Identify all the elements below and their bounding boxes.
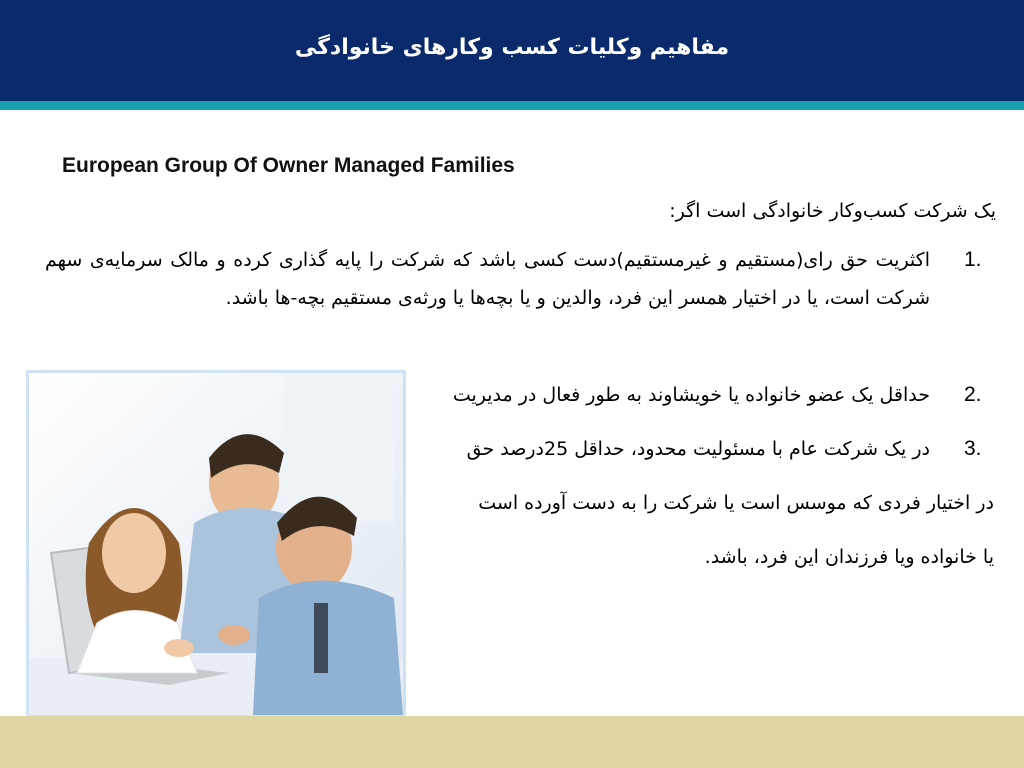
list-item-text: اکثریت حق رای(مستقیم و غیرمستقیم)دست کسی باشد که شرکت را پایه گذاری کرده و مالک سرمایه‌ی سهم شرکت است، یا در اختیار همسر این فرد، والدین و یا بچه‌ها یا ورثه‌ی مستقیم بچه-ها باشد. <box>45 249 930 309</box>
list-item-number: 2. <box>964 383 982 406</box>
list-item-number: 1. <box>964 248 982 271</box>
people-at-laptop-photo <box>26 370 406 718</box>
subtitle: European Group Of Owner Managed Families <box>62 154 515 177</box>
footer-bar <box>0 716 1024 768</box>
continuation-line: در اختیار فردی که موسس است یا شرکت را به دست آورده است <box>478 492 994 514</box>
list-item-text: حداقل یک عضو خانواده یا خویشاوند به طور فعال در مدیریت <box>452 384 930 406</box>
title-bar-stripe <box>0 101 1024 110</box>
intro-text: یک شرکت کسب‌وکار خانوادگی است اگر: <box>669 200 996 222</box>
list-item-text: در یک شرکت عام با مسئولیت محدود، حداقل 25درصد حق <box>466 438 930 460</box>
slide-title: مفاهیم وکلیات کسب وکارهای خانوادگی <box>294 35 730 60</box>
photo-illustration <box>29 373 403 715</box>
list-item <box>45 241 1000 317</box>
list-item-number: 3. <box>964 437 982 460</box>
continuation-line: یا خانواده ویا فرزندان این فرد، باشد. <box>704 546 994 568</box>
